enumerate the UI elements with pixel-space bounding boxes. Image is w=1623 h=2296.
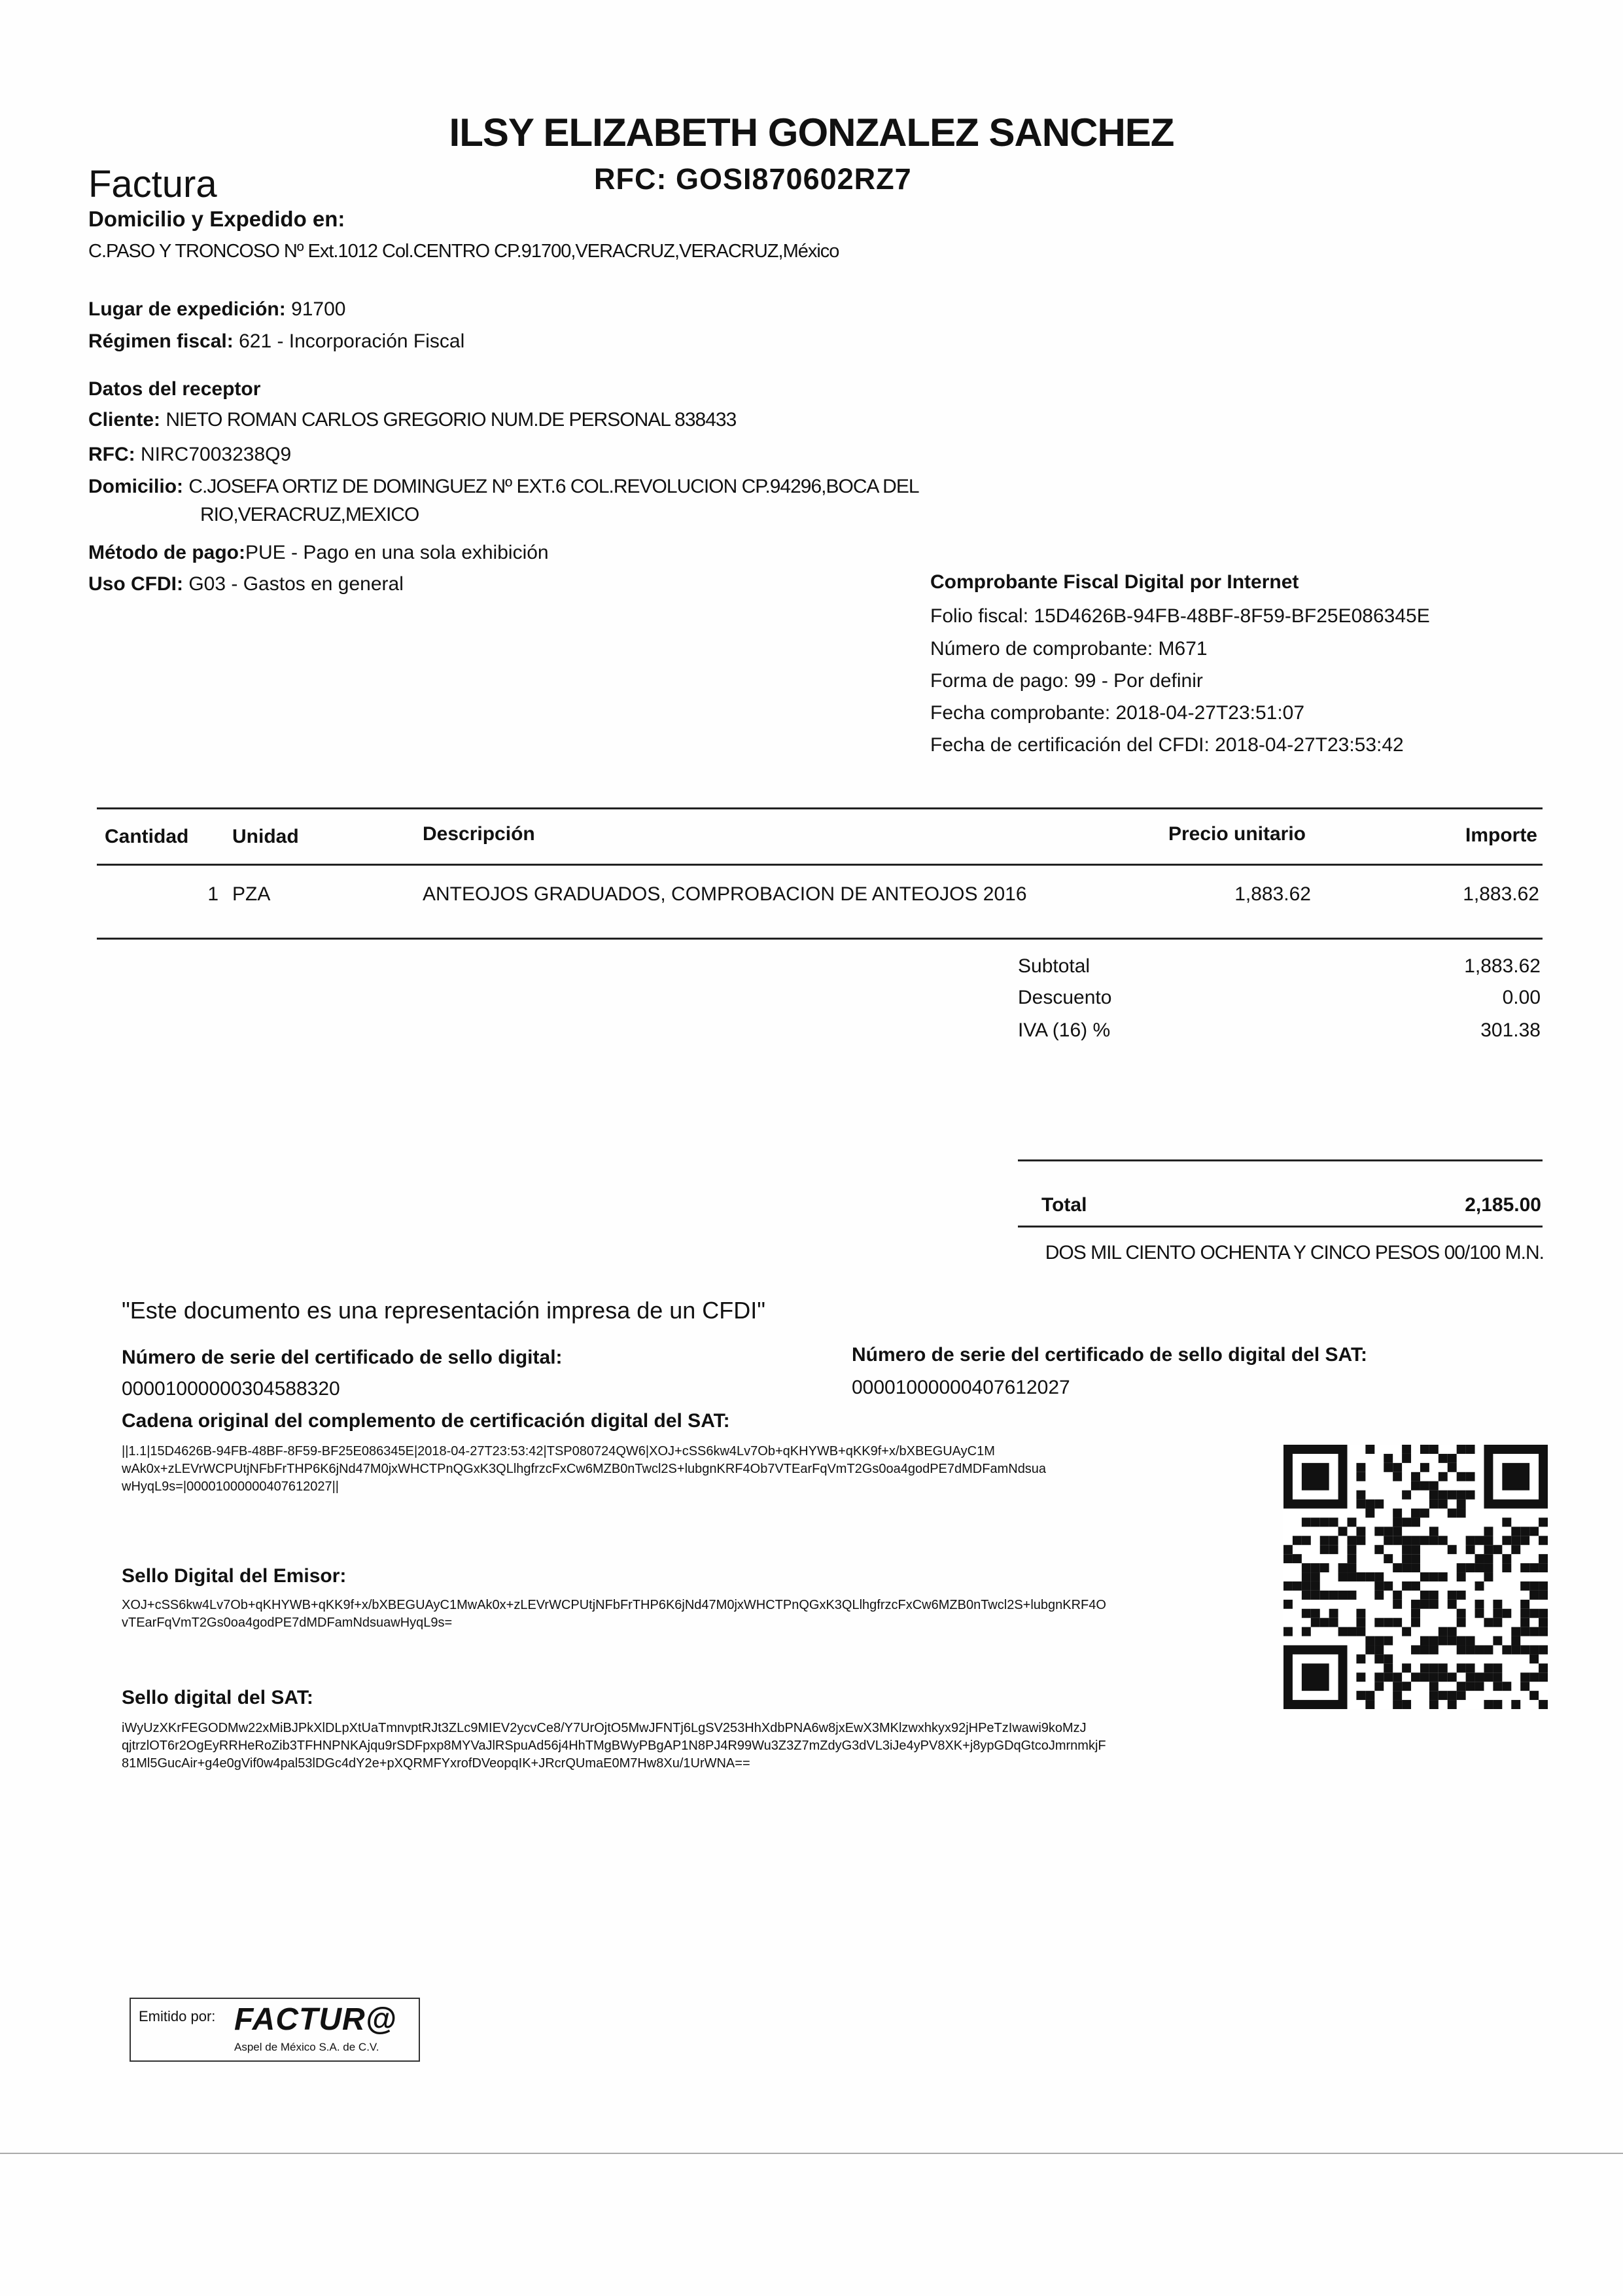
emitter-seal-line: XOJ+cSS6kw4Lv7Ob+qKHYWB+qKK9f+x/bXBEGUAyC1MwAk0x+zLEVrWCPUtjNFbFrTHP6K6jNd47M0jxWHCTPnQGxK3QLlhgfrzcFxCw6MZB0nTwcl2S+lubgnKRF4O [122,1598,1106,1612]
stamp-label: Emitido por: [139,2008,216,2024]
client-label: Cliente: [88,409,161,431]
row-unit: PZA [232,883,271,905]
qr-code-icon [1283,1445,1548,1709]
regime-label: Régimen fiscal: [88,330,234,352]
original-chain [122,1443,1260,1496]
discount-value: 0.00 [1502,987,1541,1008]
place-of-issue [88,298,346,321]
receiver-heading: Datos del receptor [88,378,261,400]
payment-method-value: PUE - Pago en una sola exhibición [245,542,549,563]
cfdi-use-value: G03 - Gastos en general [188,573,404,595]
row-quantity: 1 [207,883,218,905]
total-label: Total [1041,1194,1087,1216]
issuer-name: ILSY ELIZABETH GONZALEZ SANCHEZ [449,111,1174,154]
sat-seal-line: qjtrzlOT6r2OgEyRRHeRoZib3TFHNPNKAjqu9rSDFpxp8MYVaJlRSpuAd56j4HhTMgBWyPBgAP1N8PJ4R99Wu3Z3Z7mZdyG3dVL3iJe4yPV8XK+j8ypGDqGtcoJmrnmkjF [122,1739,1106,1753]
receiver-rfc-value: NIRC7003238Q9 [141,444,292,465]
total-bottom-rule [1018,1226,1543,1227]
table-header-rule [97,864,1543,866]
payment-method [88,542,549,564]
iva-value: 301.38 [1480,1019,1541,1041]
col-importe: Importe [1465,824,1537,846]
emitter-seal-label: Sello Digital del Emisor: [122,1565,347,1587]
cfdi-heading: Comprobante Fiscal Digital por Internet [930,571,1299,593]
stamp-brand-logo: FACTUR@ [234,2002,397,2037]
row-amount: 1,883.62 [1463,883,1539,905]
col-descripcion: Descripción [423,823,535,845]
receiver-address-line1: C.JOSEFA ORTIZ DE DOMINGUEZ Nº EXT.6 COL.REVOLUCION CP.94296,BOCA DEL [188,476,919,497]
issuer-address: C.PASO Y TRONCOSO Nº Ext.1012 Col.CENTRO CP.91700,VERACRUZ,VERACRUZ,México [88,241,839,262]
chain-label: Cadena original del complemento de certificación digital del SAT: [122,1410,730,1432]
receiver-address-label: Domicilio: [88,476,184,497]
sat-seal-line: 81Ml5GucAir+g4e0gVif0w4pal53lDGc4dY2e+pXQRMFYxrofDVeopqIK+JRcrQUmaE0M7Hw8Xu/1UrWNA== [122,1756,750,1771]
chain-line: wAk0x+zLEVrWCPUtjNFbFrTHP6K6jNd47M0jxWHCTPnQGxK3QLlhgfrzcFxCw6MZB0nTwcl2S+lubgnKRF4Ob7VTEarFqVmT2Gs0oa4godPE7dMDFamNdsua [122,1462,1047,1476]
cfdi-folio: Folio fiscal: 15D4626B-94FB-48BF-8F59-BF25E086345E [930,605,1430,627]
subtotal-label: Subtotal [1018,955,1091,977]
fiscal-regime [88,330,464,353]
emitter-seal-line: vTEarFqVmT2Gs0oa4godPE7dMDFamNdsuawHyqL9s= [122,1616,453,1630]
chain-line: ||1.1|15D4626B-94FB-48BF-8F59-BF25E086345E|2018-04-27T23:53:42|TSP080724QW6|XOJ+cSS6kw4Lv7Ob+qKHYWB+qKK9f+x/bXBEGUAyC1M [122,1444,995,1458]
row-description: ANTEOJOS GRADUADOS, COMPROBACION DE ANTEOJOS 2016 [423,883,1027,905]
sat-serial-value: 00001000000407612027 [852,1377,1070,1398]
sat-serial-label: Número de serie del certificado de sello digital del SAT: [852,1344,1367,1366]
total-value: 2,185.00 [1465,1194,1541,1216]
receiver-address-line2: RIO,VERACRUZ,MEXICO [200,504,419,525]
sat-seal-label: Sello digital del SAT: [122,1687,313,1708]
receiver-client [88,409,736,431]
cfdi-payment-form: Forma de pago: 99 - Por definir [930,670,1203,692]
issuer-rfc-label: RFC: [594,162,667,196]
place-value: 91700 [291,298,346,320]
chain-line: wHyqL9s=|00001000000407612027|| [122,1479,339,1494]
cfdi-date: Fecha comprobante: 2018-04-27T23:51:07 [930,702,1305,724]
table-bottom-rule [97,938,1543,940]
total-in-words: DOS MIL CIENTO OCHENTA Y CINCO PESOS 00/100 M.N. [1045,1242,1544,1263]
issuer-rfc [594,162,912,196]
address-heading: Domicilio y Expedido en: [88,207,345,231]
table-top-rule [97,807,1543,809]
sat-seal [122,1720,1273,1773]
sat-seal-line: iWyUzXKrFEGODMw22xMiBJPkXlDLpXtUaTmnvptRJt3ZLc9MIEV2ycvCe8/Y7UrOjtO5MwJFNTj6LgSV253HhXdbPNA6w8jxEwX3MKlzwxhkyx92jHPeTzIwawi9koMzJ [122,1721,1087,1735]
stamp-subtitle: Aspel de México S.A. de C.V. [234,2041,379,2053]
col-cantidad: Cantidad [105,826,189,847]
cfdi-number: Número de comprobante: M671 [930,638,1208,660]
payment-method-label: Método de pago: [88,542,245,563]
total-top-rule [1018,1159,1543,1161]
receiver-rfc [88,444,291,466]
issuer-rfc-value: GOSI870602RZ7 [675,162,912,196]
col-unidad: Unidad [232,826,299,847]
place-label: Lugar de expedición: [88,298,286,320]
issuer-provider-stamp [130,1998,420,2062]
row-unit-price: 1,883.62 [1234,883,1311,905]
receiver-address [88,476,919,498]
issuer-serial-value: 00001000000304588320 [122,1378,340,1400]
discount-label: Descuento [1018,987,1112,1008]
cfdi-representation-note: "Este documento es una representación impresa de un CFDI" [122,1297,766,1324]
subtotal-value: 1,883.62 [1464,955,1541,977]
regime-value: 621 - Incorporación Fiscal [239,330,465,352]
iva-label: IVA (16) % [1018,1019,1111,1041]
issuer-serial-label: Número de serie del certificado de sello digital: [122,1347,563,1368]
receiver-rfc-label: RFC: [88,444,135,465]
emitter-seal [122,1597,1273,1632]
client-value: NIETO ROMAN CARLOS GREGORIO NUM.DE PERSONAL 838433 [166,409,737,431]
cfdi-cert-date: Fecha de certificación del CFDI: 2018-04-27T23:53:42 [930,734,1404,756]
page-bottom-rule [0,2153,1623,2154]
cfdi-use-label: Uso CFDI: [88,573,183,595]
cfdi-use [88,573,404,595]
document-type: Factura [88,163,217,205]
col-precio-unitario: Precio unitario [1168,823,1306,845]
